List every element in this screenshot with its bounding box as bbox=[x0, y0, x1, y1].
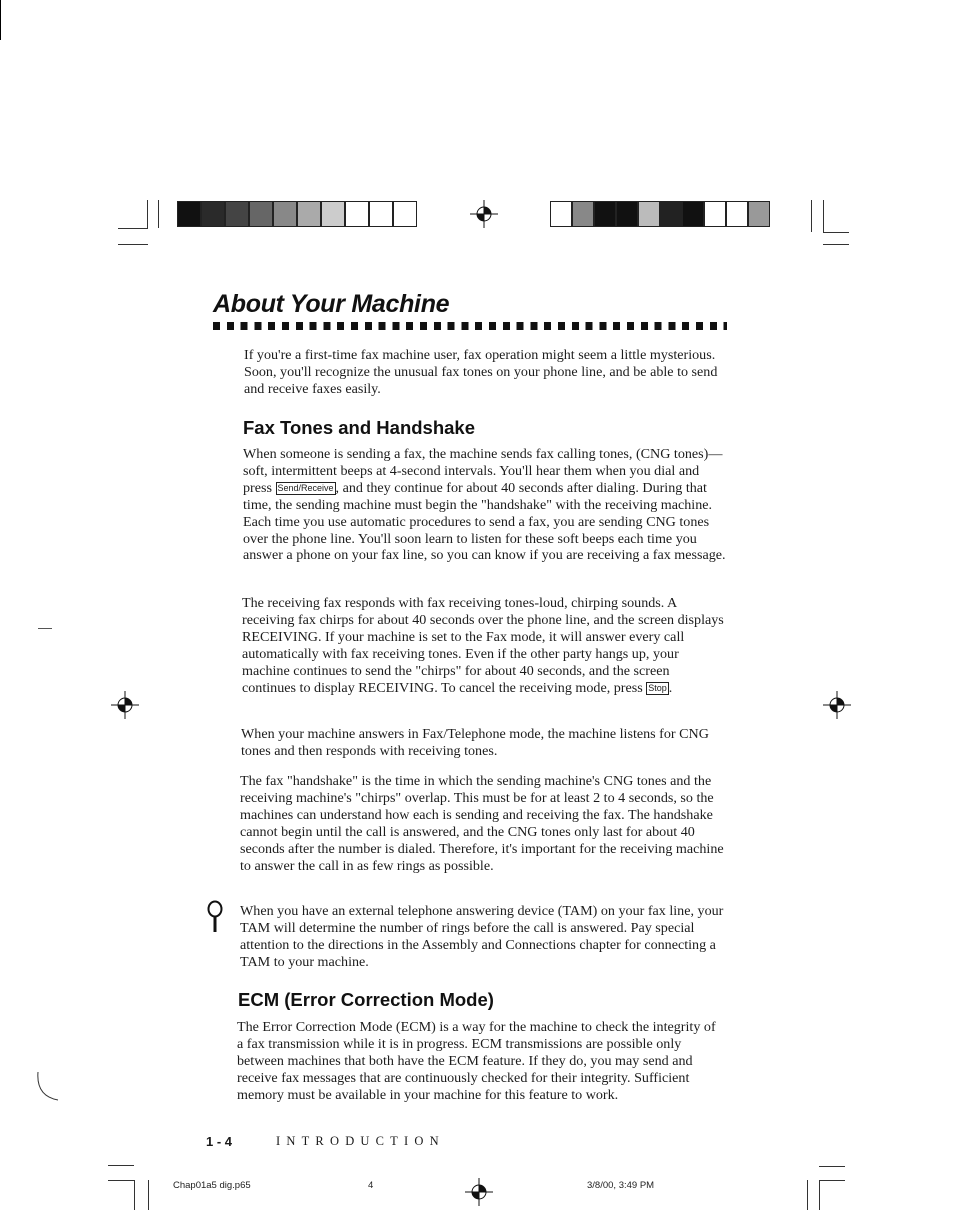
section-heading-ecm: ECM (Error Correction Mode) bbox=[238, 989, 494, 1010]
fax-tones-paragraph-2 bbox=[242, 595, 724, 696]
page-title: About Your Machine bbox=[213, 290, 450, 318]
margin-mark bbox=[36, 1070, 60, 1104]
send-receive-key: Send/Receive bbox=[277, 482, 334, 493]
intro-paragraph: If you're a first-time fax machine user, fax operation might seem a little mysterious. Soon, you'll recognize the unusual fax tones on your phone line, and be able to send and receive faxes easily. bbox=[244, 347, 718, 397]
text-span: . bbox=[668, 679, 673, 696]
section-heading-fax-tones: Fax Tones and Handshake bbox=[243, 417, 475, 438]
chapter-name: INTRODUCTION bbox=[276, 1134, 445, 1148]
title-rule bbox=[213, 322, 727, 330]
tam-note: When you have an external telephone answering device (TAM) on your fax line, your TAM will determine the number of rings before the call is answered. Pay special attention to the directions in the Assembly and Connections chapter for connecting a TAM to your machine. bbox=[240, 903, 724, 970]
note-icon bbox=[206, 900, 224, 934]
stop-key: Stop bbox=[648, 682, 667, 693]
slug-datetime: 3/8/00, 3:49 PM bbox=[587, 1180, 655, 1191]
margin-mark bbox=[38, 628, 52, 629]
fax-tones-paragraph-1 bbox=[243, 446, 729, 564]
registration-target-icon bbox=[111, 691, 139, 719]
registration-target-icon bbox=[470, 200, 498, 228]
slug-page: 4 bbox=[368, 1180, 374, 1191]
ecm-paragraph: The Error Correction Mode (ECM) is a way for the machine to check the integrity of a fax transmission while it is in progress. ECM transmissions are possible only between machines that both have the ECM feature. If they do, you may send and receive fax messages that are continuously checked for their integrity. Sufficient memory must be available in your machine for this feature to work. bbox=[237, 1019, 716, 1103]
registration-bar-right bbox=[550, 201, 770, 227]
fax-tones-paragraph-3: When your machine answers in Fax/Telephone mode, the machine listens for CNG tones and then responds with receiving tones. bbox=[241, 726, 709, 759]
text-span: , and they continue for about 40 seconds after dialing. During that time, the sending machine must begin the "handshake" with the receiving machine. Each time you use automatic procedures to send a fax, you are sending CNG tones over the phone line. You'll soon learn to listen for these soft beeps each time you answer a phone on your fax line, so you can know if you are receiving a fax message. bbox=[243, 479, 726, 564]
handshake-paragraph: The fax "handshake" is the time in which the sending machine's CNG tones and the receiving machine's "chirps" overlap. This must be for at least 2 to 4 seconds, so the machines can understand how each is sending and receiving the fax. The handshake cannot begin until the call is answered, and the CNG tones only last for about 40 seconds after the number is dialed. Therefore, it's important for the receiving machine to answer the call in as few rings as possible. bbox=[240, 773, 724, 874]
registration-bar-left bbox=[177, 201, 417, 227]
registration-target-icon bbox=[465, 1178, 493, 1206]
text-span: The receiving fax responds with fax receiving tones-loud, chirping sounds. A receiving fax chirps for about 40 seconds over the phone line, and the screen displays RECEIVING. If your machine is set to the Fax mode, it will answer every call automatically with fax receiving tones. Even if the other party hangs up, your machine continues to send the "chirps" for about 40 seconds, and the screen continues to display RECEIVING. To cancel the receiving mode, press bbox=[242, 595, 724, 696]
registration-target-icon bbox=[823, 691, 851, 719]
slug-filename: Chap01a5 dig.p65 bbox=[173, 1180, 251, 1191]
text-span: When someone is sending a fax, the machine sends fax calling tones, (CNG tones)—soft, intermittent beeps at 4-second intervals. You'll hear them when you dial and press bbox=[243, 446, 723, 496]
page-number: 1 - 4 bbox=[206, 1134, 233, 1149]
